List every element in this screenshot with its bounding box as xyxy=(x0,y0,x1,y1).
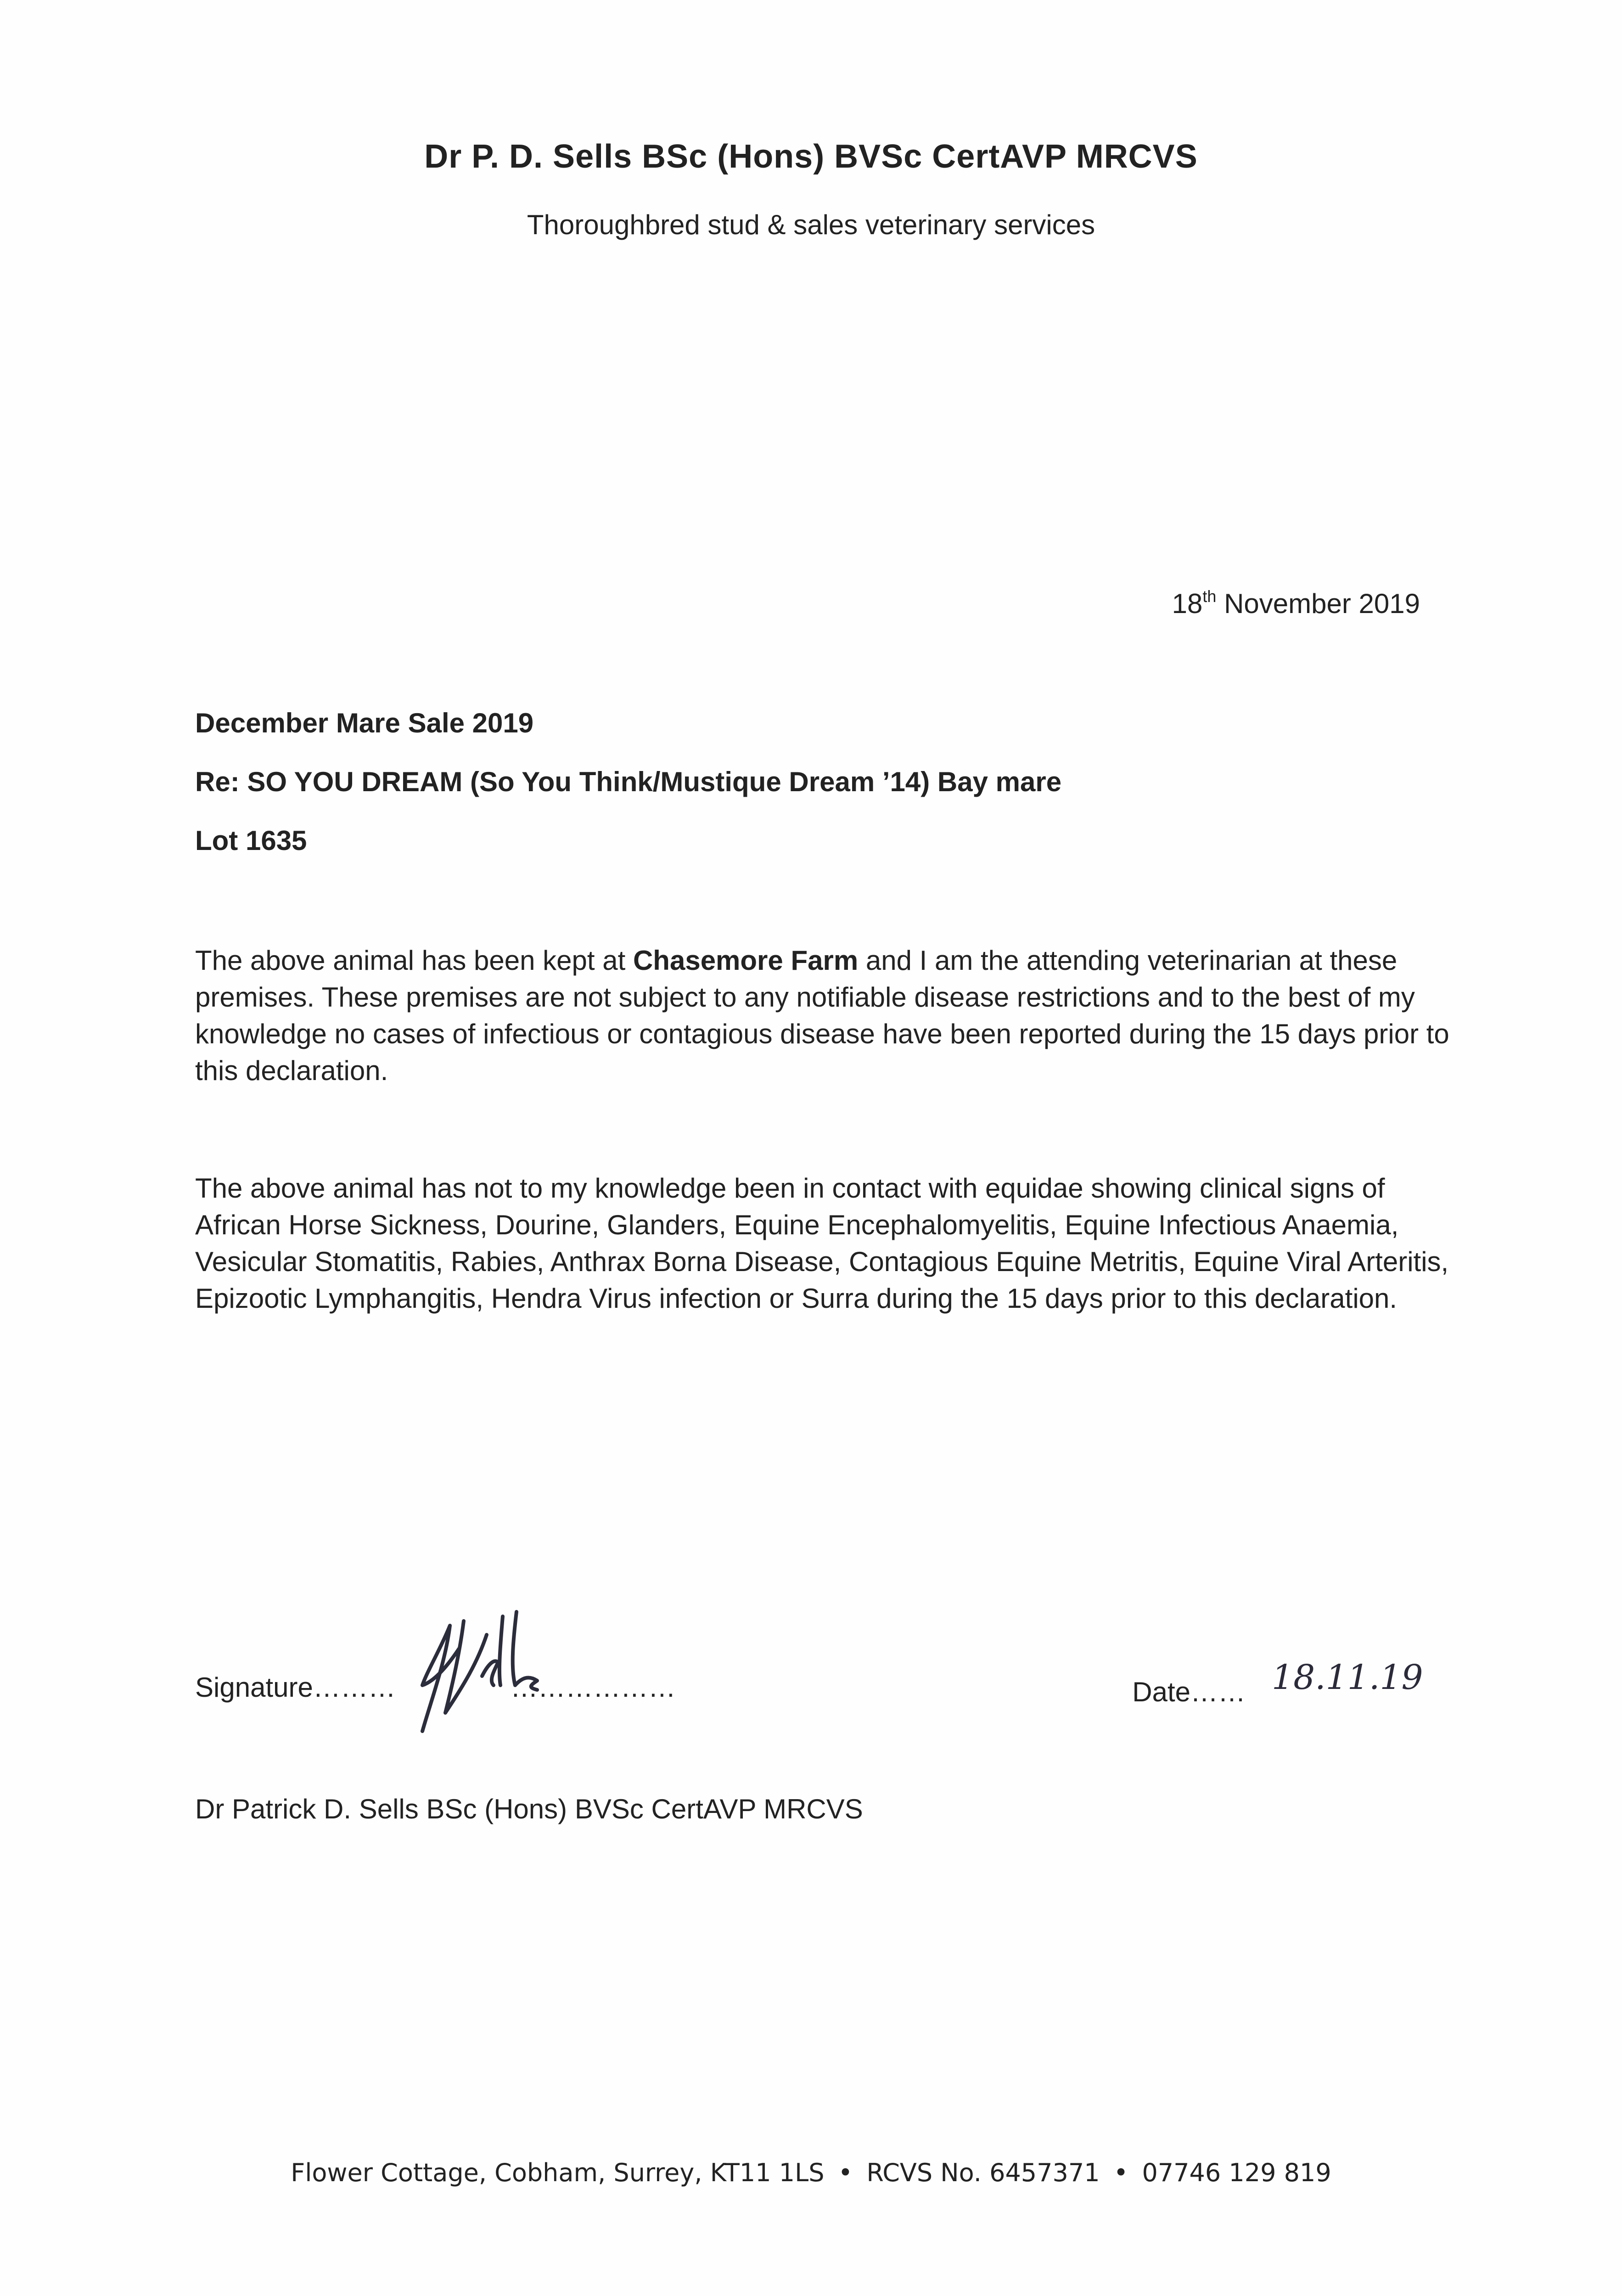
footer-address: Flower Cottage, Cobham, Surrey, KT11 1LS xyxy=(291,2158,825,2187)
paragraph1-after: and I am the attending veterinarian at these premises. These premises are not subject to any notifiable disease restrictions and to the best of my knowledge no cases of infectious or contagious disease have been reported during the 15 days prior to this declaration. xyxy=(195,945,1449,1086)
footer-phone: 07746 129 819 xyxy=(1142,2158,1331,2187)
letter-date-day: 18 xyxy=(1172,588,1203,619)
declaration-paragraph-1 xyxy=(195,942,1471,1089)
date-label: Date xyxy=(1132,1677,1190,1707)
subject-sale: December Mare Sale 2019 xyxy=(195,708,534,738)
footer-separator-bullet: • xyxy=(1113,2158,1128,2187)
subject-block xyxy=(195,707,1435,884)
signature-label: Signature xyxy=(195,1672,313,1703)
footer-separator-bullet: • xyxy=(838,2158,853,2187)
letter-date-rest: November 2019 xyxy=(1216,588,1420,619)
date-dots: …… xyxy=(1190,1677,1246,1707)
subject-lot: Lot 1635 xyxy=(195,825,307,856)
letter-date-suffix: th xyxy=(1202,587,1217,606)
footer xyxy=(0,2158,1622,2187)
signature-dots-after: ……………… xyxy=(510,1672,676,1703)
footer-rcvs-number: RCVS No. 6457371 xyxy=(866,2158,1100,2187)
handwritten-signature xyxy=(395,1607,551,1745)
subject-horse: Re: SO YOU DREAM (So You Think/Mustique Dream ’14) Bay mare xyxy=(195,766,1062,797)
handwritten-date: 18.11.19 xyxy=(1272,1658,1423,1697)
letterhead-name: Dr P. D. Sells BSc (Hons) BVSc CertAVP MRCVS xyxy=(424,138,1198,175)
letterhead-tagline: Thoroughbred stud & sales veterinary services xyxy=(527,209,1095,240)
signature-dots-before: ……… xyxy=(313,1672,396,1703)
farm-name: Chasemore Farm xyxy=(633,945,859,976)
letter-date xyxy=(1172,588,1420,619)
declaration-paragraph-2: The above animal has not to my knowledge been in contact with equidae showing clinical signs of African Horse Sickness, Dourine, Glanders, Equine Encephalomyelitis, Equine Infectious Anaemia, Vesicular Stomatitis, Rabies, Anthrax Borna Disease, Contagious Equine Metritis, Equine Viral Arteritis, Epizootic Lymphangitis, Hendra Virus infection or Surra during the 15 days prior to this declaration. xyxy=(195,1173,1449,1314)
printed-name: Dr Patrick D. Sells BSc (Hons) BVSc CertAVP MRCVS xyxy=(195,1794,863,1824)
paragraph1-before: The above animal has been kept at xyxy=(195,945,633,976)
